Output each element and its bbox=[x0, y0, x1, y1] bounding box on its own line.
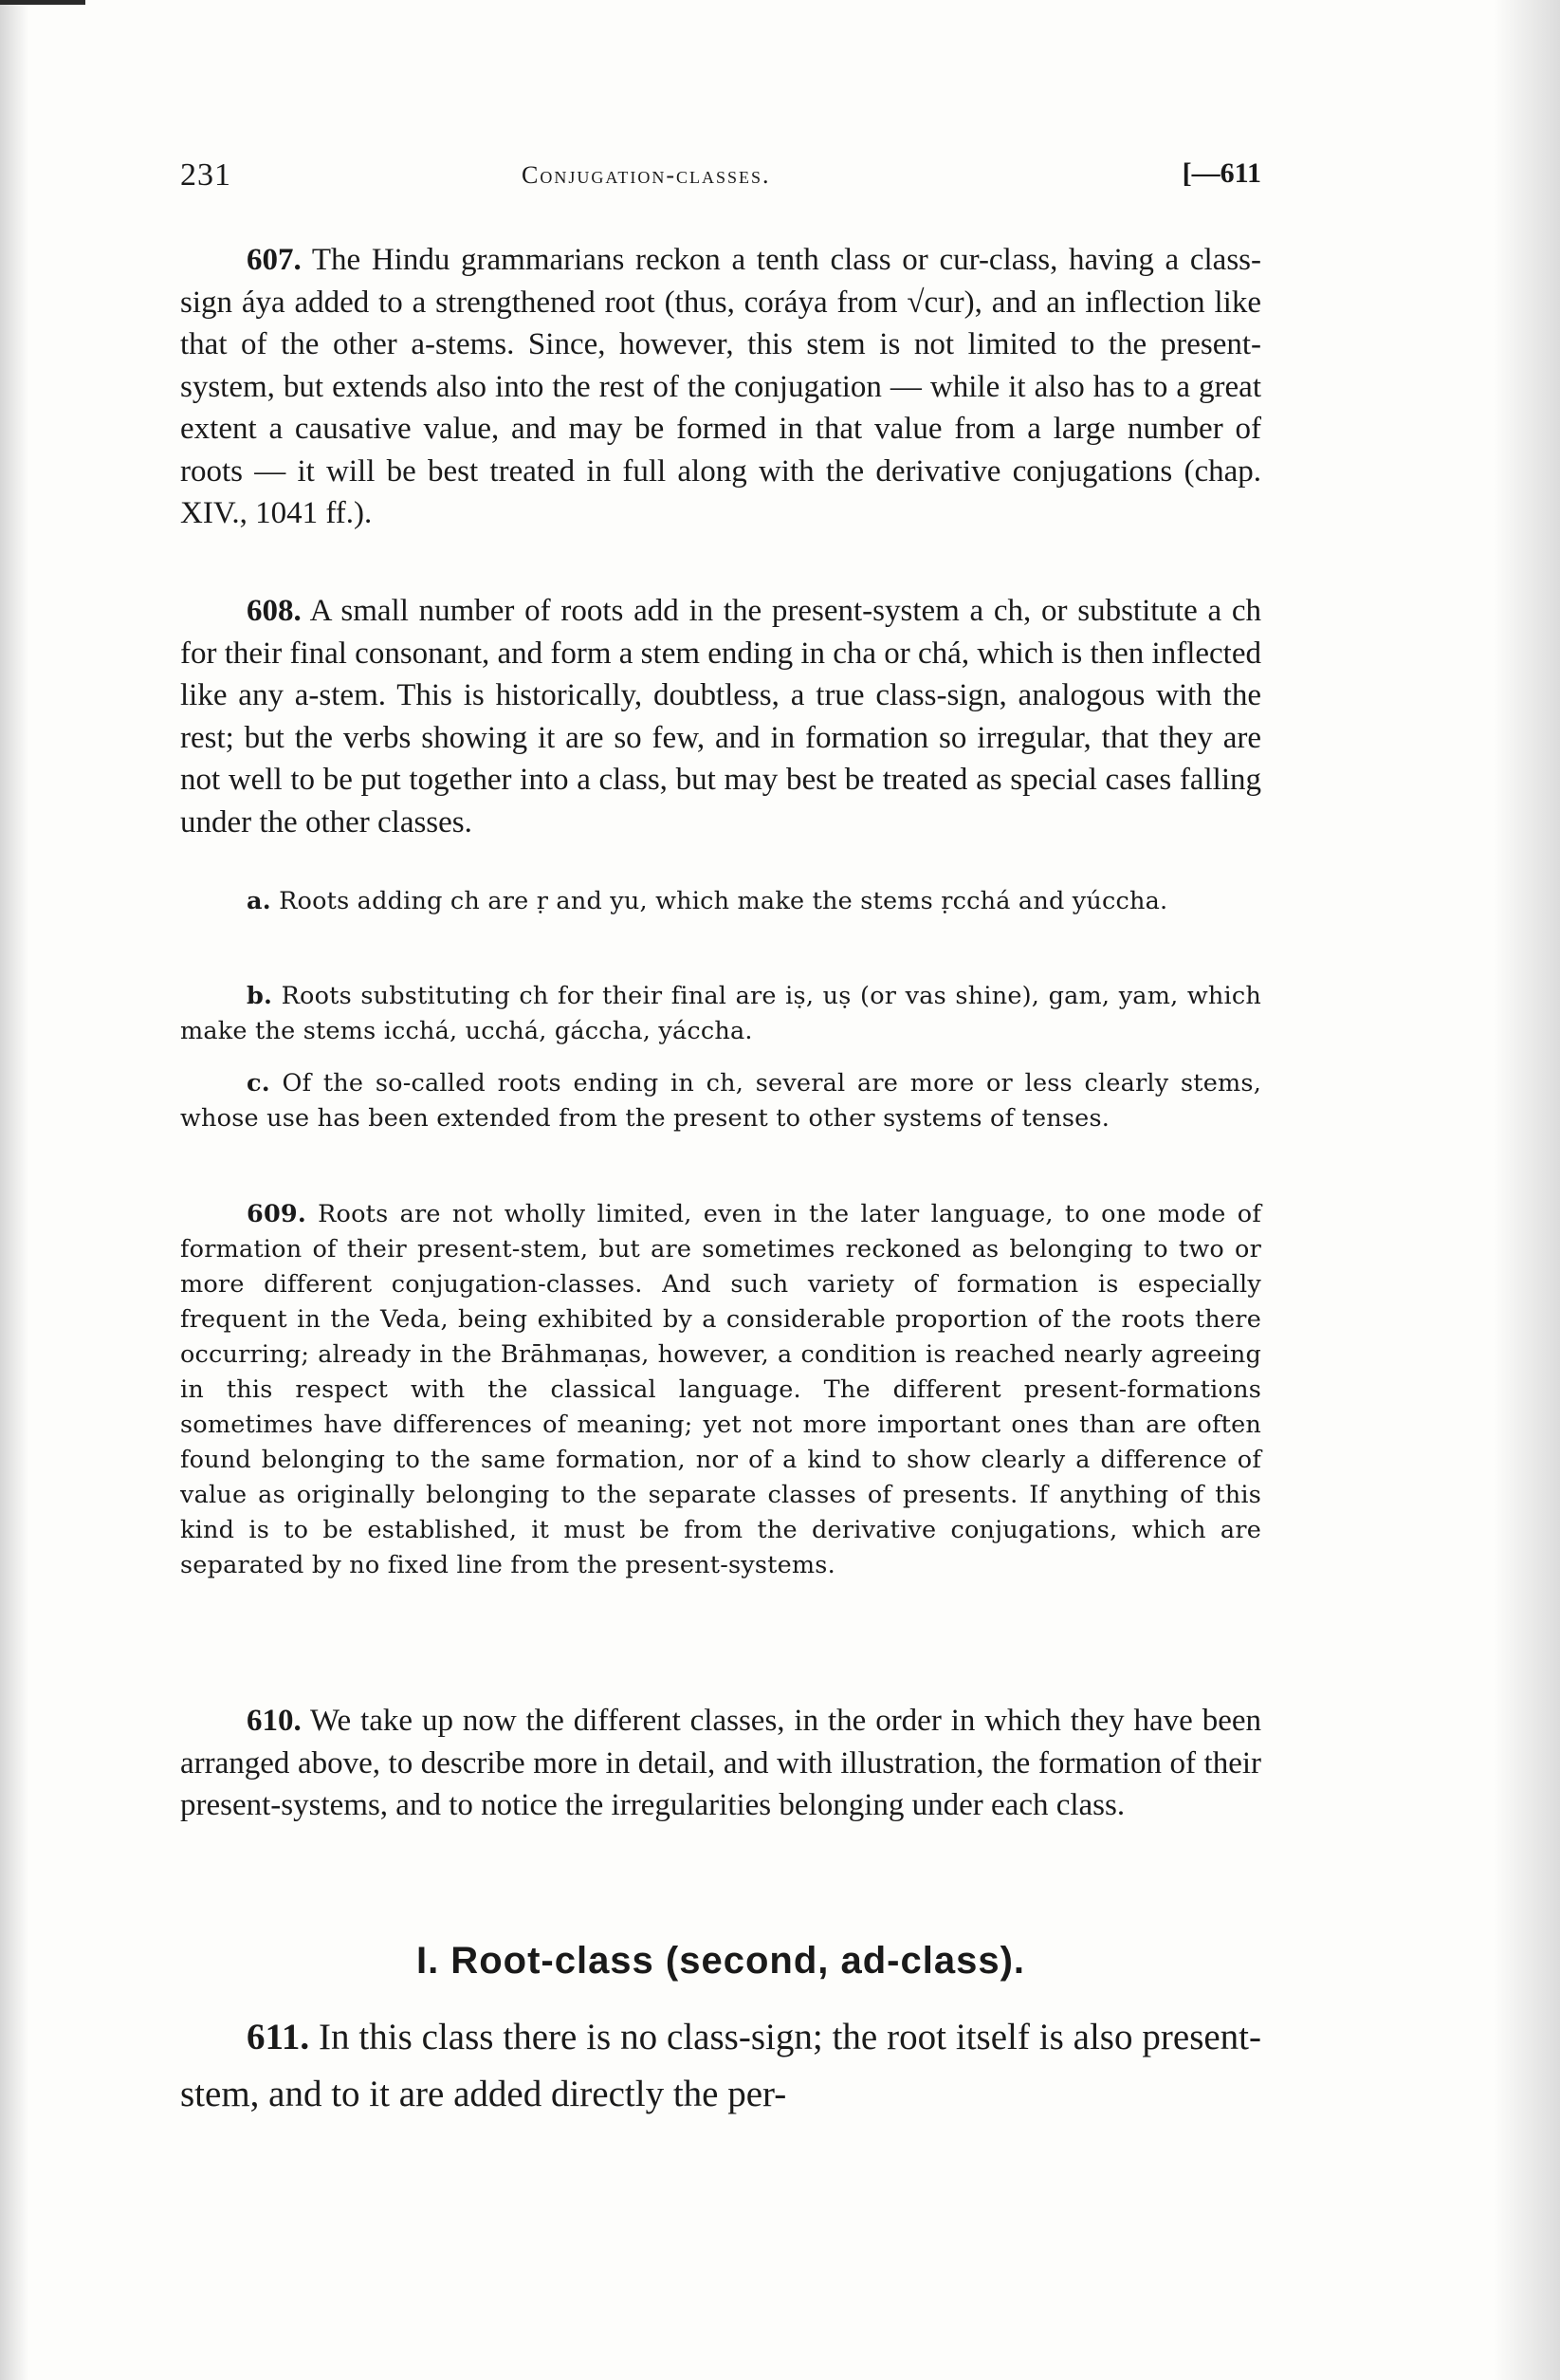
subparagraph-letter: c. bbox=[247, 1069, 270, 1098]
running-head bbox=[180, 157, 1261, 199]
scan-top-mark bbox=[0, 0, 85, 5]
paragraph-number: 607. bbox=[247, 243, 302, 277]
page-number: 231 bbox=[180, 157, 231, 193]
subparagraph-letter: b. bbox=[247, 982, 273, 1010]
paragraph-609 bbox=[180, 1197, 1261, 1583]
paragraph-number: 611. bbox=[247, 2017, 310, 2057]
paragraph-number: 608. bbox=[247, 594, 302, 628]
subparagraph-text: Roots adding ch are ṛ and yu, which make the stems ṛcchá and yúccha. bbox=[279, 887, 1168, 915]
running-title: Conjugation-classes. bbox=[522, 161, 771, 189]
paragraph-text: We take up now the different classes, in the order in which they have been arranged above, to describe more in detail, and with illustration, the formation of their present-systems, and to notice the irregularities belonging under each class. bbox=[180, 1704, 1261, 1822]
scan-left-shadow bbox=[0, 0, 28, 2380]
paragraph-number: 610. bbox=[247, 1704, 302, 1738]
subparagraph-letter: a. bbox=[247, 887, 271, 915]
subparagraph-b bbox=[180, 979, 1261, 1049]
paragraph-610 bbox=[180, 1700, 1261, 1827]
paragraph-607 bbox=[180, 239, 1261, 535]
section-reference: [—611 bbox=[1182, 157, 1261, 189]
subparagraph-text: Roots substituting ch for their final are iṣ, uṣ (or vas shine), gam, yam, which make the stems icchá, ucchá, gáccha, yáccha. bbox=[180, 982, 1261, 1045]
paragraph-number: 609. bbox=[247, 1200, 306, 1228]
subparagraph-a bbox=[180, 884, 1261, 919]
paragraph-text: Roots are not wholly limited, even in the later language, to one mode of formation of their present-stem, but are sometimes reckoned as belonging to two or more different conjugation-classes. And such variety of formation is especially frequent in the Veda, being exhibited by a considerable proportion of the roots there occurring; already in the Brāhmaṇas, however, a condition is reached nearly agreeing in this respect with the classical language. The different present-formations sometimes have differences of meaning; yet not more important ones than are often found belonging to the same formation, nor of a kind to show clearly a difference of value as originally belonging to the separate classes of presents. If anything of this kind is to be established, it must be from the derivative conjugations, which are separated by no fixed line from the present-systems. bbox=[180, 1200, 1261, 1579]
paragraph-611 bbox=[180, 2009, 1261, 2123]
paragraph-text: In this class there is no class-sign; the root itself is also present-stem, and to it are added directly the per- bbox=[180, 2017, 1262, 2114]
paragraph-text: The Hindu grammarians reckon a tenth class or cur-class, having a class-sign áya added to a strengthened root (thus, coráya from √cur), and an inflection like that of the other a-stems. Since, however, this stem is not limited to the present-system, but extends also into the rest of the conjugation — while it also has to a great extent a causative value, and may be formed in that value from a large number of roots — it will be best treated in full along with the derivative conjugations (chap. XIV., 1041 ff.). bbox=[180, 243, 1261, 530]
paragraph-text: A small number of roots add in the present-system a ch, or substitute a ch for their final consonant, and form a stem ending in cha or chá, which is then inflected like any a-stem. This is historically, doubtless, a true class-sign, analogous with the rest; but the verbs showing it are so few, and in formation so irregular, that they are not well to be put together into a class, but may best be treated as special cases falling under the other classes. bbox=[180, 594, 1261, 839]
scan-right-shadow bbox=[1494, 0, 1560, 2380]
subparagraph-text: Of the so-called roots ending in ch, several are more or less clearly stems, whose use has been extended from the present to other systems of tenses. bbox=[180, 1069, 1261, 1133]
paragraph-608 bbox=[180, 590, 1261, 843]
section-heading: I. Root-class (second, ad-class). bbox=[415, 1940, 1026, 1982]
subparagraph-c bbox=[180, 1066, 1261, 1136]
